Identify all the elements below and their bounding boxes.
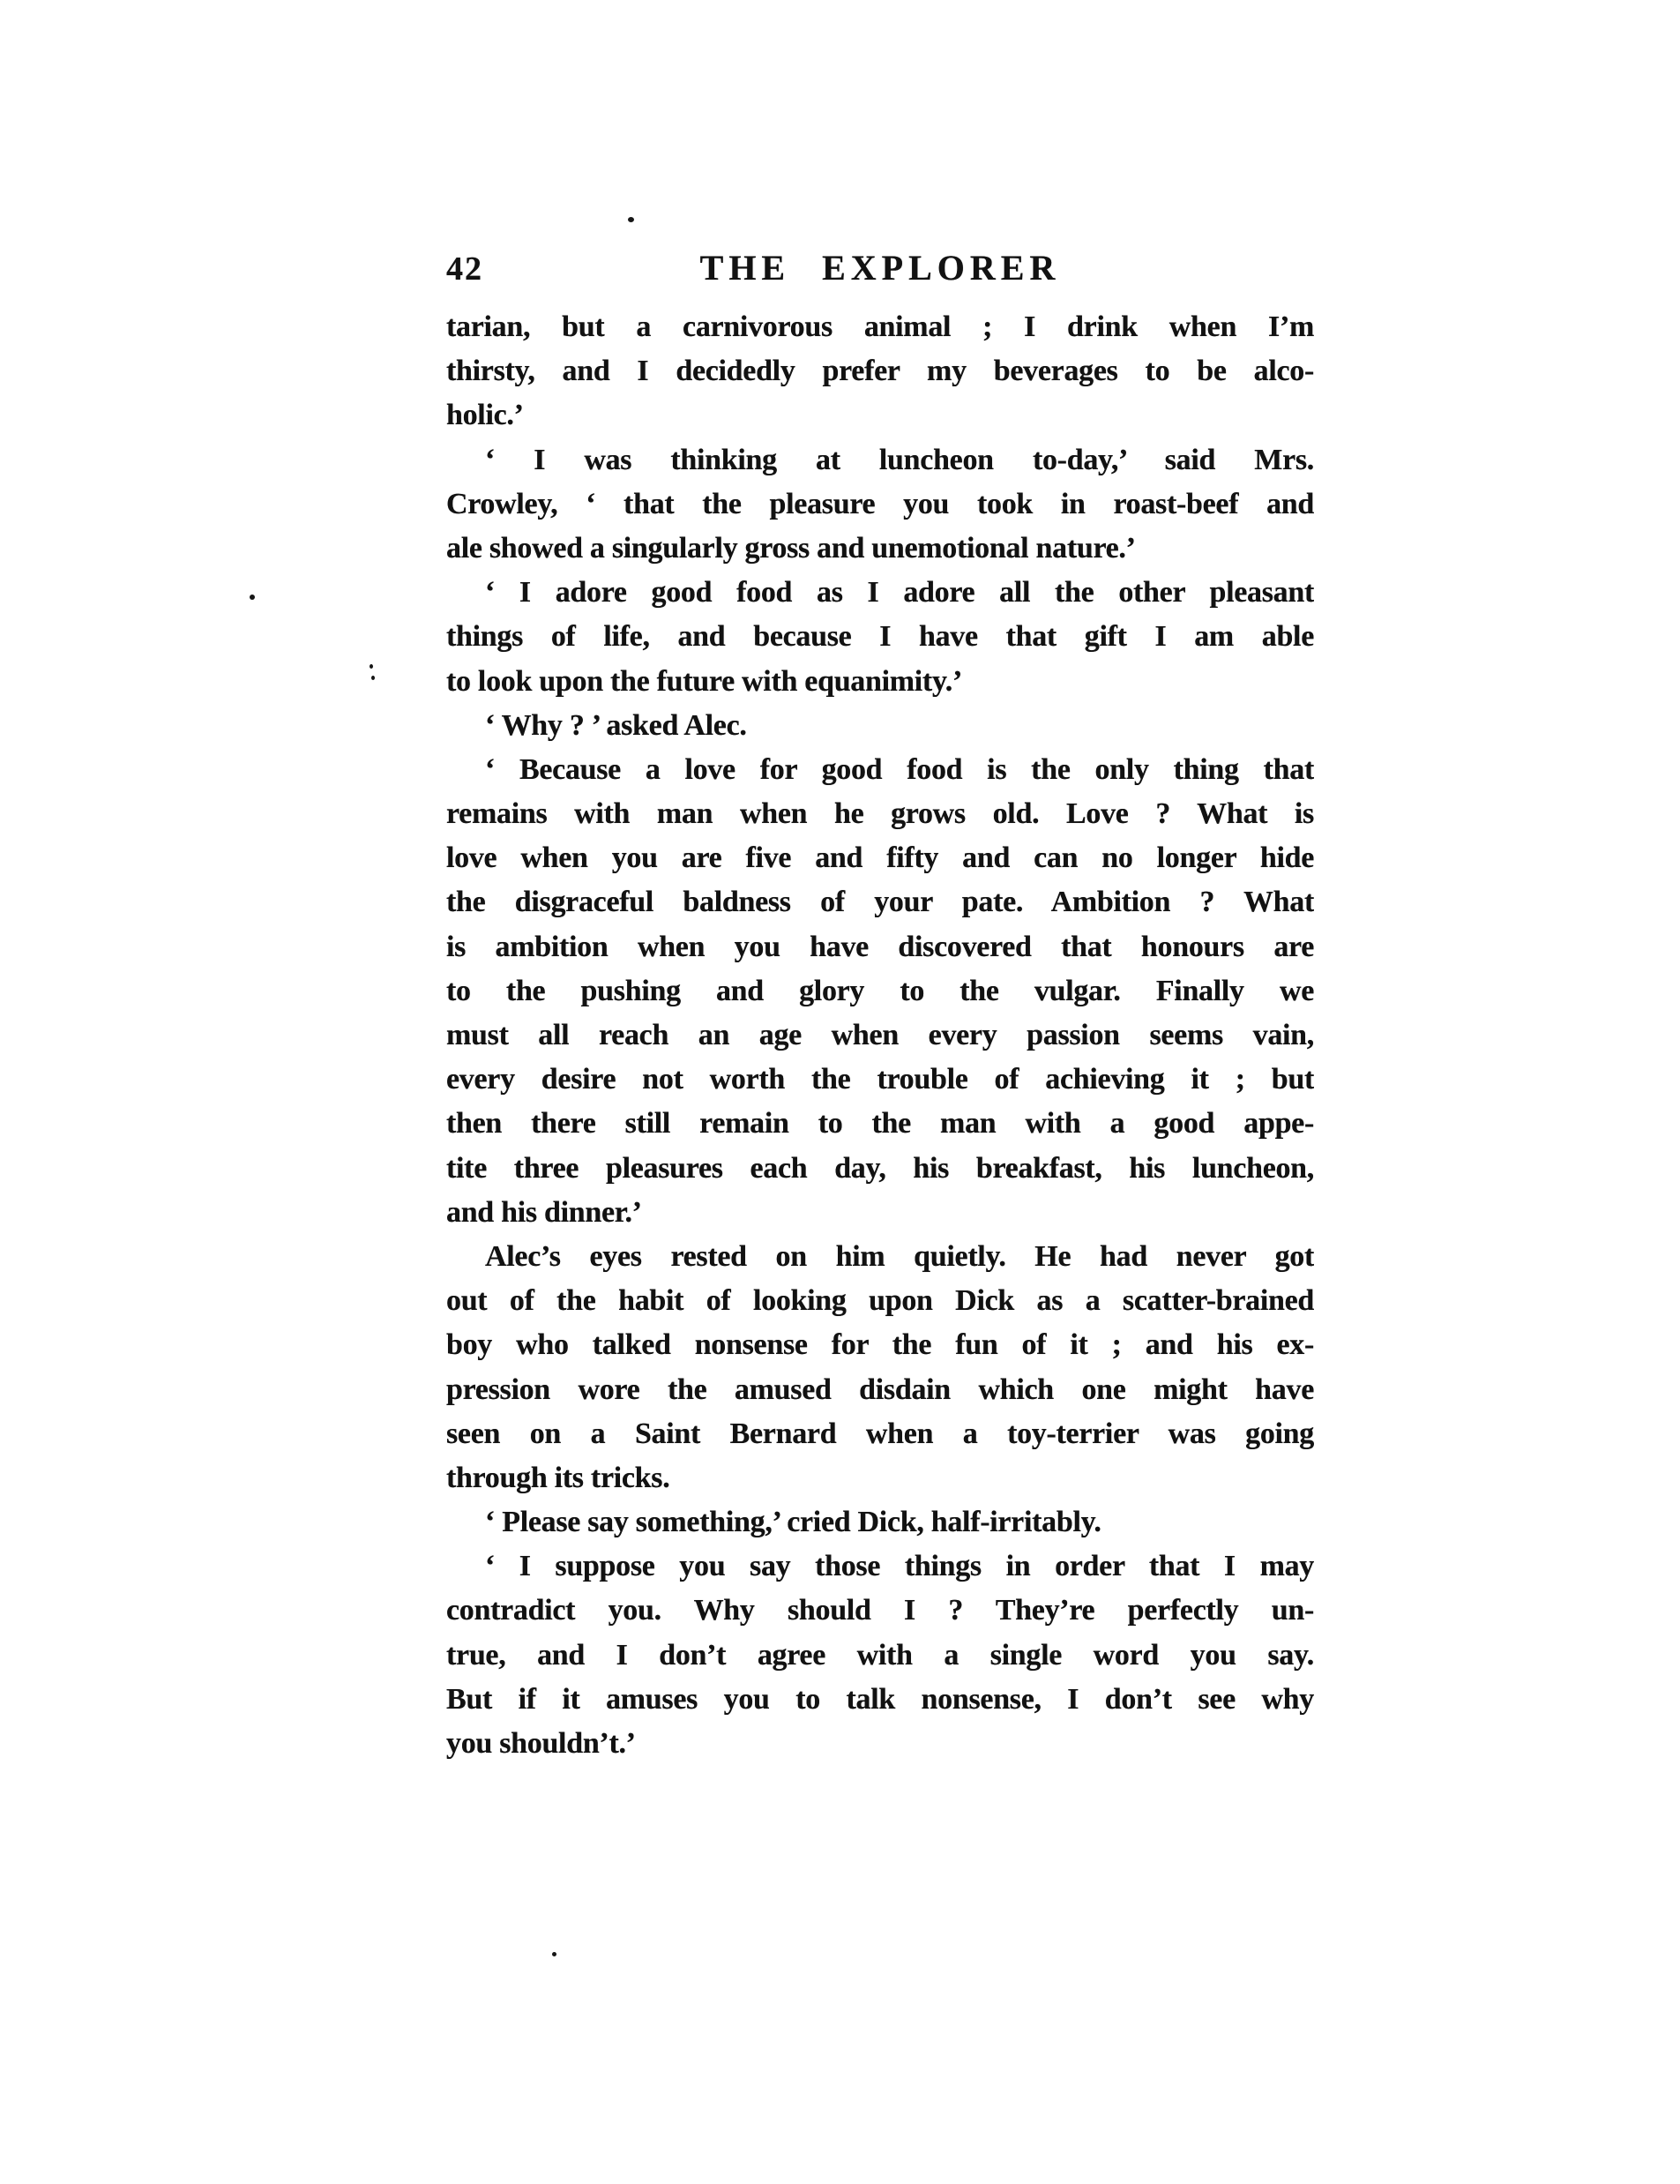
paragraph [446,305,1314,438]
text-line: to look upon the future with equanimity.’ [446,664,962,698]
page-body-text [446,305,1314,1766]
text-line: tarian, but a carnivorous animal ; I drink when I’m [446,310,1314,343]
paragraph [446,704,1314,748]
text-line: Crowley, ‘ that the pleasure you took in roast-beef and [446,487,1314,520]
text-line: to the pushing and glory to the vulgar. Finally we [446,974,1314,1007]
scan-speck [370,664,373,669]
text-line: things of life, and because I have that gift I am able [446,620,1314,654]
text-line: ‘ I was thinking at luncheon to-day,’ said Mrs. [485,443,1314,476]
running-head [446,247,1314,293]
text-line: and his dinner.’ [446,1195,642,1229]
page-title: THE EXPLORER [699,248,1061,288]
paragraph [446,748,1314,1235]
text-line: ‘ Because a love for good food is the only thing that [485,752,1314,786]
text-line: the disgraceful baldness of your pate. Ambition ? What [446,886,1314,919]
text-line: ‘ Why ? ’ asked Alec. [485,708,747,742]
text-line: Alec’s eyes rested on him quietly. He had never got [485,1239,1314,1273]
text-line: out of the habit of looking upon Dick as a scatter-brained [446,1284,1314,1318]
text-line: then there still remain to the man with a good appe- [446,1107,1314,1141]
scan-speck [628,217,634,222]
scan-speck [552,1952,556,1956]
text-line: tite three pleasures each day, his breakfast, his luncheon, [446,1151,1314,1185]
text-line: love when you are five and fifty and can no longer hide [446,841,1314,875]
paragraph [446,1545,1314,1766]
text-line: boy who talked nonsense for the fun of it ; and his ex- [446,1328,1314,1362]
text-line: remains with man when he grows old. Love ? What is [446,797,1314,831]
text-line: must all reach an age when every passion seems vain, [446,1019,1314,1051]
text-line: holic.’ [446,399,524,432]
text-line: through its tricks. [446,1461,670,1494]
paragraph [446,571,1314,704]
text-line: ‘ Please say something,’ cried Dick, half-irritably. [485,1506,1101,1539]
text-line: every desire not worth the trouble of achieving it ; but [446,1063,1314,1096]
text-line: pression wore the amused disdain which one might have [446,1372,1314,1406]
text-line: thirsty, and I decidedly prefer my beverages to be alco- [446,355,1314,388]
text-line: seen on a Saint Bernard when a toy-terrier was going [446,1417,1314,1450]
text-line: is ambition when you have discovered that honours are [446,930,1314,963]
text-line: ‘ I suppose you say those things in order that I may [485,1550,1314,1583]
scan-speck [371,676,375,680]
paragraph [446,1235,1314,1500]
text-line: But if it amuses you to talk nonsense, I don’t see why [446,1682,1314,1716]
page-number: 42 [446,251,483,288]
text-line: contradict you. Why should I ? They’re perfectly un- [446,1594,1314,1627]
paragraph [446,438,1314,572]
text-line: ‘ I adore good food as I adore all the other pleasant [485,576,1314,610]
text-line: ale showed a singularly gross and unemotional nature.’ [446,531,1136,565]
paragraph [446,1500,1314,1545]
text-line: true, and I don’t agree with a single word you say. [446,1638,1314,1672]
scan-speck [250,595,255,600]
text-line: you shouldn’t.’ [446,1727,636,1760]
